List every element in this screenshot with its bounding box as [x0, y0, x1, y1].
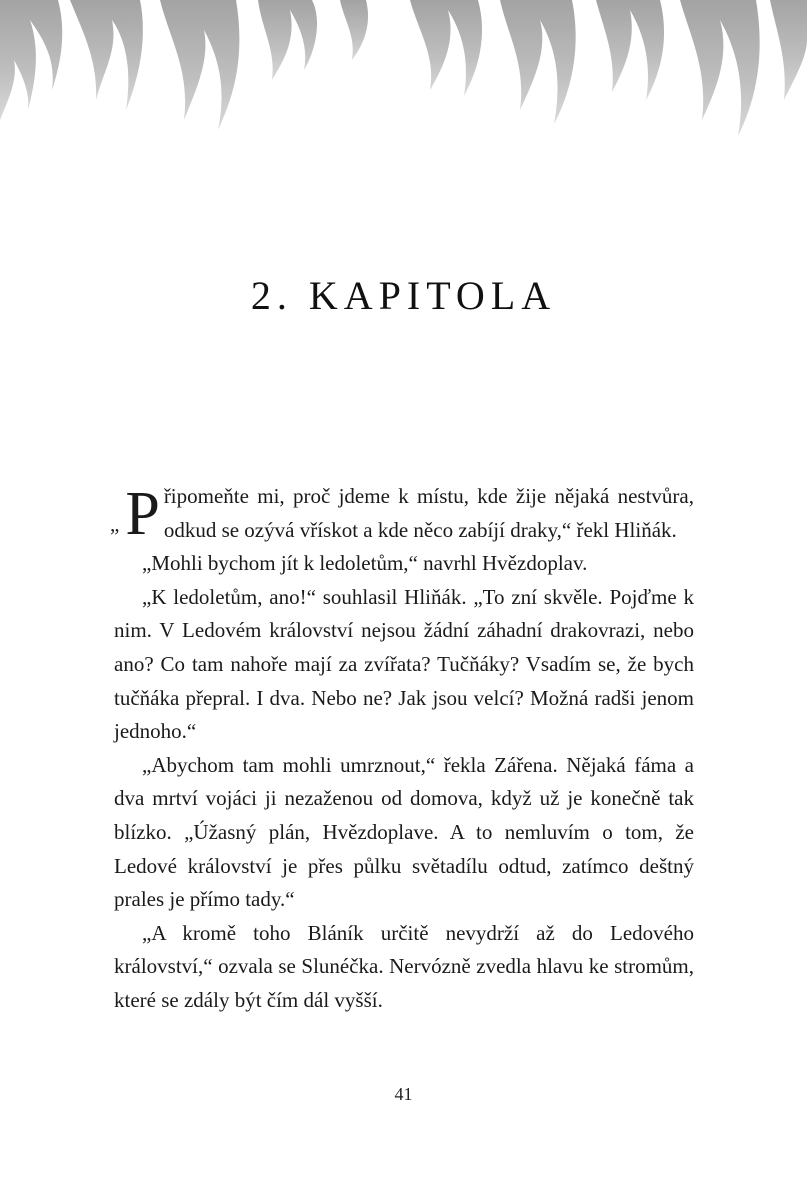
page-number: 41	[394, 1084, 413, 1104]
paragraph-3: „K ledoletům, ano!“ souhlasil Hliňák. „To zní skvěle. Pojďme k nim. V Ledovém království nejsou žádní záhadní drakovrazi, nebo ano? Co tam nahoře mají za zvířata? Tučňáky? Vsadím se, že bych tučňáka přepral. I dva. Nebo ne? Jak jsou velcí? Možná radši jenom jednoho.“	[114, 584, 694, 744]
paragraph-4: „Abychom tam mohli umrznout,“ řekla Zářena. Nějaká fáma a dva mrtví vojáci ji nezaženou od domova, když už je konečně tak blízko. „Úžasný plán, Hvězdoplave. A to nemluvím o tom, že Ledové království je přes půlku světadílu odtud, zatímco deštný prales je přímo tady.“	[114, 752, 694, 912]
drop-cap: P	[125, 480, 160, 548]
flame-ornament	[0, 0, 807, 160]
paragraph-1	[110, 480, 694, 548]
opening-quote: „	[110, 512, 120, 536]
paragraph-1-text: řipomeňte mi, proč jdeme k místu, kde žije nějaká nestvůra, odkud se ozývá vřískot a kde něco zabíjí draky,“ řekl Hliňák.	[163, 484, 694, 542]
body-text	[110, 480, 694, 1018]
paragraph-2: „Mohli bychom jít k ledoletům,“ navrhl Hvězdoplav.	[142, 551, 588, 576]
chapter-title: 2. KAPITOLA	[250, 273, 557, 318]
paragraph-5: „A kromě toho Bláník určitě nevydrží až do Ledového království,“ ozvala se Slunéčka. Nervózně zvedla hlavu ke stromům, které se zdály být čím dál vyšší.	[114, 920, 694, 1012]
